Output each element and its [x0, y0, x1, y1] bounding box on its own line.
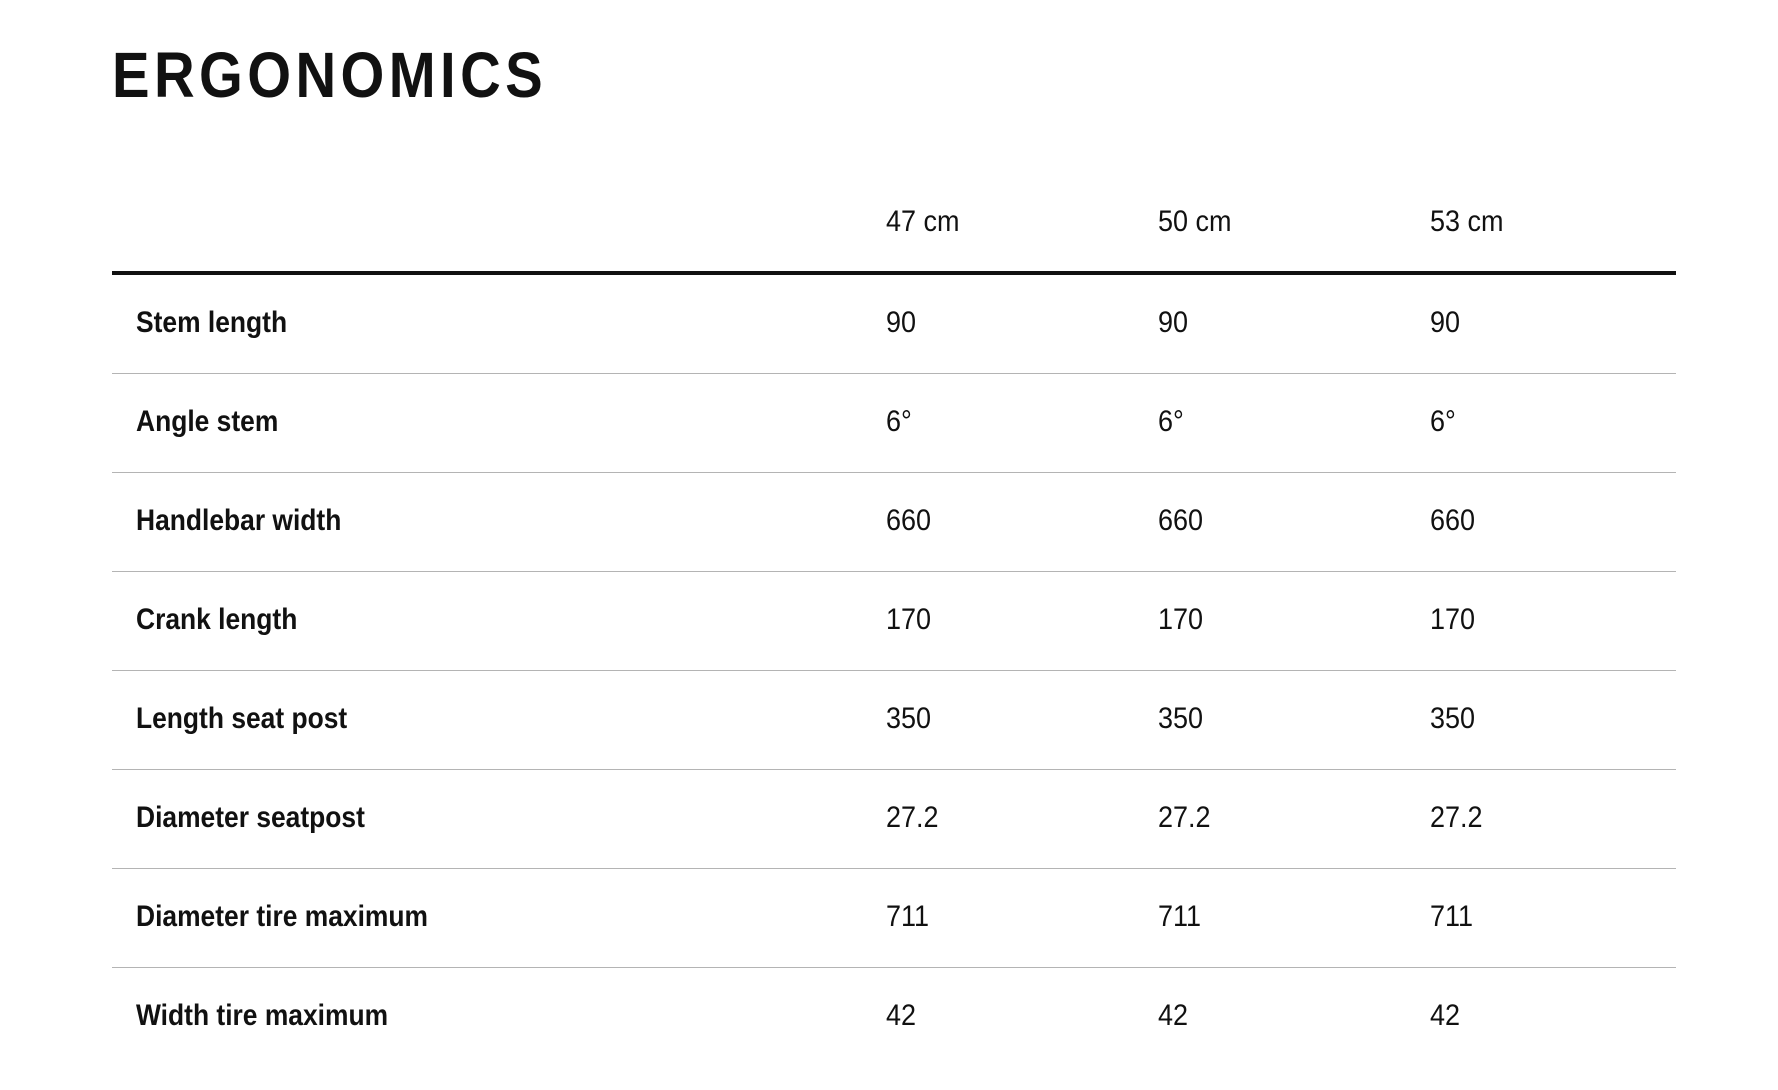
row-label: Angle stem: [136, 405, 279, 438]
table-cell: 90: [886, 306, 917, 339]
table-cell: 711: [1158, 900, 1202, 933]
row-label: Crank length: [136, 603, 298, 636]
table-cell: 350: [1158, 702, 1204, 735]
table-cell: 170: [1430, 603, 1476, 636]
table-cell: 6°: [1158, 405, 1184, 438]
row-label: Length seat post: [136, 702, 348, 735]
table-cell: 6°: [886, 405, 912, 438]
table-cell: 90: [1430, 306, 1461, 339]
table-cell: 711: [886, 900, 930, 933]
table-row: [112, 572, 1676, 671]
table-header-row: [112, 172, 1676, 275]
column-header-47cm: 47 cm: [886, 205, 960, 238]
table-cell: 42: [1158, 999, 1189, 1032]
table-cell: 170: [1158, 603, 1204, 636]
table-row: [112, 275, 1676, 374]
table-cell: 90: [1158, 306, 1189, 339]
table-cell: 27.2: [1158, 801, 1211, 834]
section-title: ERGONOMICS: [112, 39, 548, 111]
row-label: Diameter seatpost: [136, 801, 365, 834]
row-label: Width tire maximum: [136, 999, 389, 1032]
table-cell: 170: [886, 603, 932, 636]
table-cell: 27.2: [1430, 801, 1483, 834]
table-cell: 27.2: [886, 801, 939, 834]
row-label: Handlebar width: [136, 504, 342, 537]
table-cell: 660: [886, 504, 932, 537]
table-cell: 350: [886, 702, 932, 735]
column-header-53cm: 53 cm: [1430, 205, 1504, 238]
table-cell: 6°: [1430, 405, 1456, 438]
table-cell: 42: [886, 999, 917, 1032]
table-cell: 350: [1430, 702, 1476, 735]
table-row: [112, 869, 1676, 968]
table-cell: 711: [1430, 900, 1474, 933]
table-row: [112, 770, 1676, 869]
table-cell: 660: [1158, 504, 1204, 537]
ergonomics-table: [112, 172, 1676, 1066]
table-row: [112, 473, 1676, 572]
row-label: Stem length: [136, 306, 288, 339]
table-row: [112, 968, 1676, 1066]
table-row: [112, 374, 1676, 473]
table-row: [112, 671, 1676, 770]
table-cell: 42: [1430, 999, 1461, 1032]
table-cell: 660: [1430, 504, 1476, 537]
column-header-50cm: 50 cm: [1158, 205, 1232, 238]
row-label: Diameter tire maximum: [136, 900, 428, 933]
